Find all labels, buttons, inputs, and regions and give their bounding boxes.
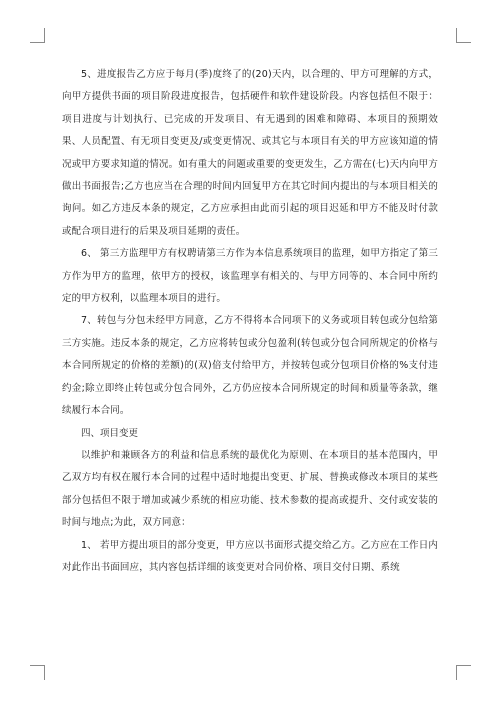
document-body <box>62 64 438 579</box>
crop-mark-bottom-right <box>456 665 471 680</box>
crop-mark-bottom-left <box>30 665 45 680</box>
project-change-intro: 以维护和兼顾各方的利益和信息系统的最优化为原则、在本项目的基本范围内，甲乙双方均有权在履行本合同的过程中适时地提出变更、扩展、替换或修改本项目的某些部分包括但不限于增加或减少系统的相应功能、技术参数的提高或提升、交付或安装的时间与地点;为此，双方同意： <box>62 449 438 529</box>
clause-change-request: 1、 若甲方提出项目的部分变更，甲方应以书面形式提交给乙方。乙方应在工作日内对此作出书面回应，其内容包括详细的该变更对合同价格、项目交付日期、系统 <box>62 539 438 573</box>
crop-mark-top-left <box>30 28 45 43</box>
clause-subcontracting: 7、转包与分包未经甲方同意，乙方不得将本合同项下的义务或项目转包或分包给第三方实施。违反本条的规定，乙方应将转包或分包盈利(转包或分包合同所规定的价格与本合同所规定的价格的差额)的(双)倍支付给甲方，并按转包或分包项目价格的%支付违约金;除立即终止转包或分包合同外，乙方仍应按本合同所规定的时间和质量等条款，继续履行本合同。 <box>62 315 438 417</box>
clause-progress-report: 5、进度报告乙方应于每月(季)度终了的(20)天内，以合理的、甲方可理解的方式，向甲方提供书面的项目阶段进度报告，包括硬件和软件建设阶段。内容包括但不限于：项目进度与计划执行、已完成的开发项目、有无遇到的困难和障碍、本项目的预期效果、人员配置、有无项目变更及/或变更情况、或其它与本项目有关的甲方应该知道的情况或甲方要求知道的情况。如有重大的问题或重要的变更发生，乙方需在(七)天内向甲方做出书面报告;乙方也应当在合理的时间内回复甲方在其它时间内提出的与本项目相关的询问。如乙方违反本条的规定，乙方应承担由此而引起的项目迟延和甲方不能及时付款或配合项目进行的后果及项目延期的责任。 <box>62 69 438 237</box>
section-heading: 四、项目变更 <box>81 427 139 439</box>
crop-mark-top-right <box>456 28 471 43</box>
clause-third-party-supervision: 6、 第三方监理甲方有权聘请第三方作为本信息系统项目的监理，如甲方指定了第三方作为甲方的监理，依甲方的授权，该监理享有相关的、与甲方同等的、本合同中所约定的甲方权利，以监理本项目的进行。 <box>62 248 438 305</box>
